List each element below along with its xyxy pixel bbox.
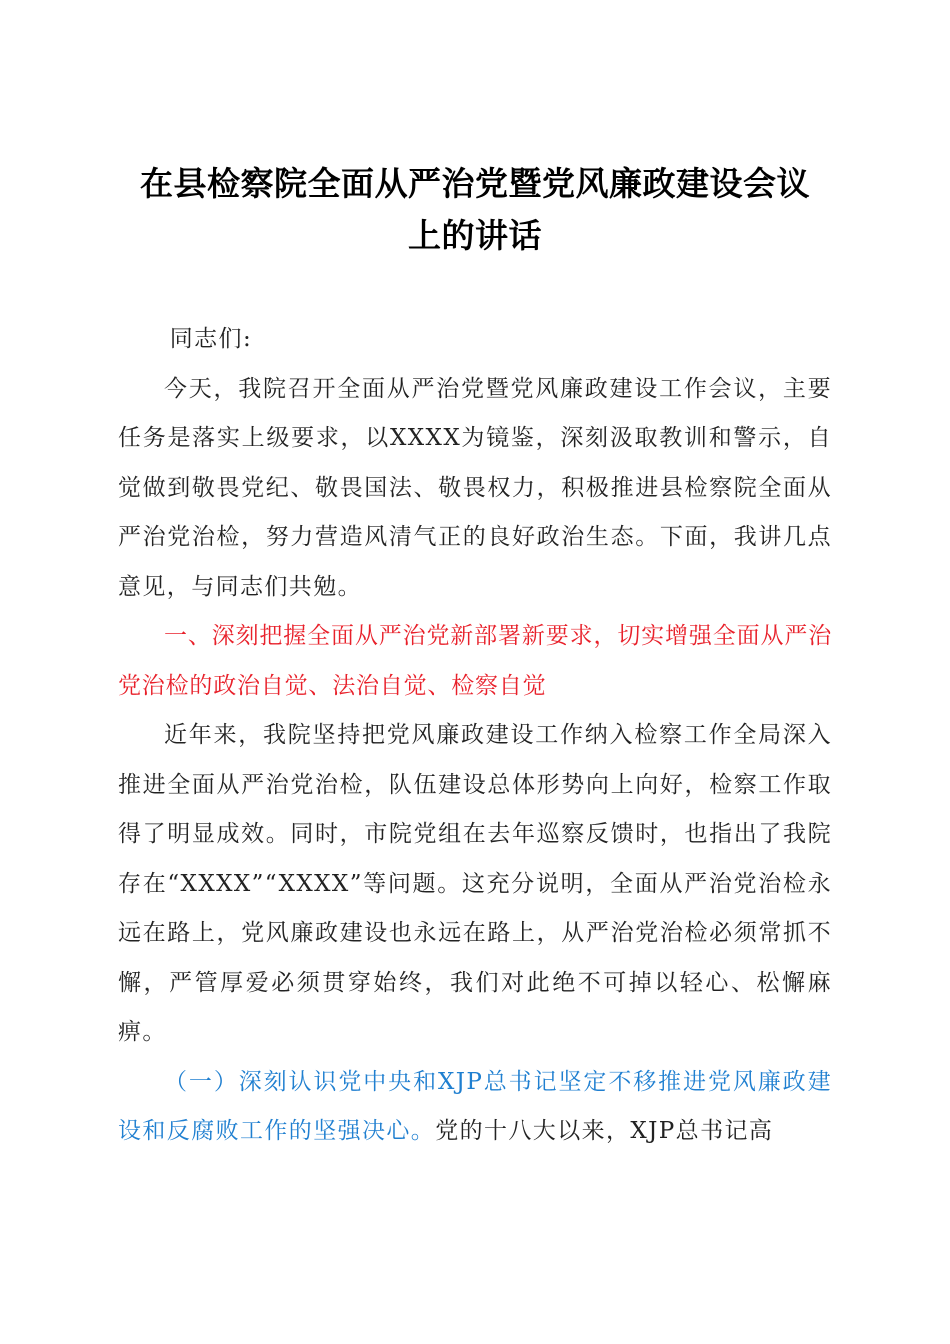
paragraph-2: 近年来，我院坚持把党风廉政建设工作纳入检察工作全局深入推进全面从严治党治检，队伍建设总体形势向上向好，检察工作取得了明显成效。同时，市院党组在去年巡察反馈时，也指出了我院存在“XXXX”“XXXX”等问题。这充分说明，全面从严治党治检永远在路上，党风廉政建设也永远在路上，从严治党治检必须常抓不懈，严管厚爱必须贯穿始终，我们对此绝不可掉以轻心、松懈麻痹。 <box>118 722 832 1045</box>
section-heading-1: 一、深刻把握全面从严治党新部署新要求，切实增强全面从严治党治检的政治自觉、法治自觉、检察自觉 <box>118 623 832 699</box>
paragraph-intro: 今天，我院召开全面从严治党暨党风廉政建设工作会议，主要任务是落实上级要求，以XXXX为镜鉴，深刻汲取教训和警示，自觉做到敬畏党纪、敬畏国法、敬畏权力，积极推进县检察院全面从严治党治检，努力营造风清气正的良好政治生态。下面，我讲几点意见，与同志们共勉。 <box>118 375 832 600</box>
document-body <box>118 315 832 1157</box>
paragraph-3 <box>118 1058 832 1157</box>
document-title <box>110 158 840 262</box>
title-line-1: 在县检察院全面从严治党暨党风廉政建设会议 <box>140 164 810 203</box>
salutation: 同志们: <box>169 326 253 352</box>
paragraph-3-text: 党的十八大以来，XJP总书记高 <box>435 1118 774 1144</box>
title-line-2: 上的讲话 <box>408 216 542 255</box>
subheading-1: （一）深刻认识党中央和XJP总书记坚定不移推进党风廉政建设和反腐败工作的坚强决心。 <box>118 1068 832 1144</box>
